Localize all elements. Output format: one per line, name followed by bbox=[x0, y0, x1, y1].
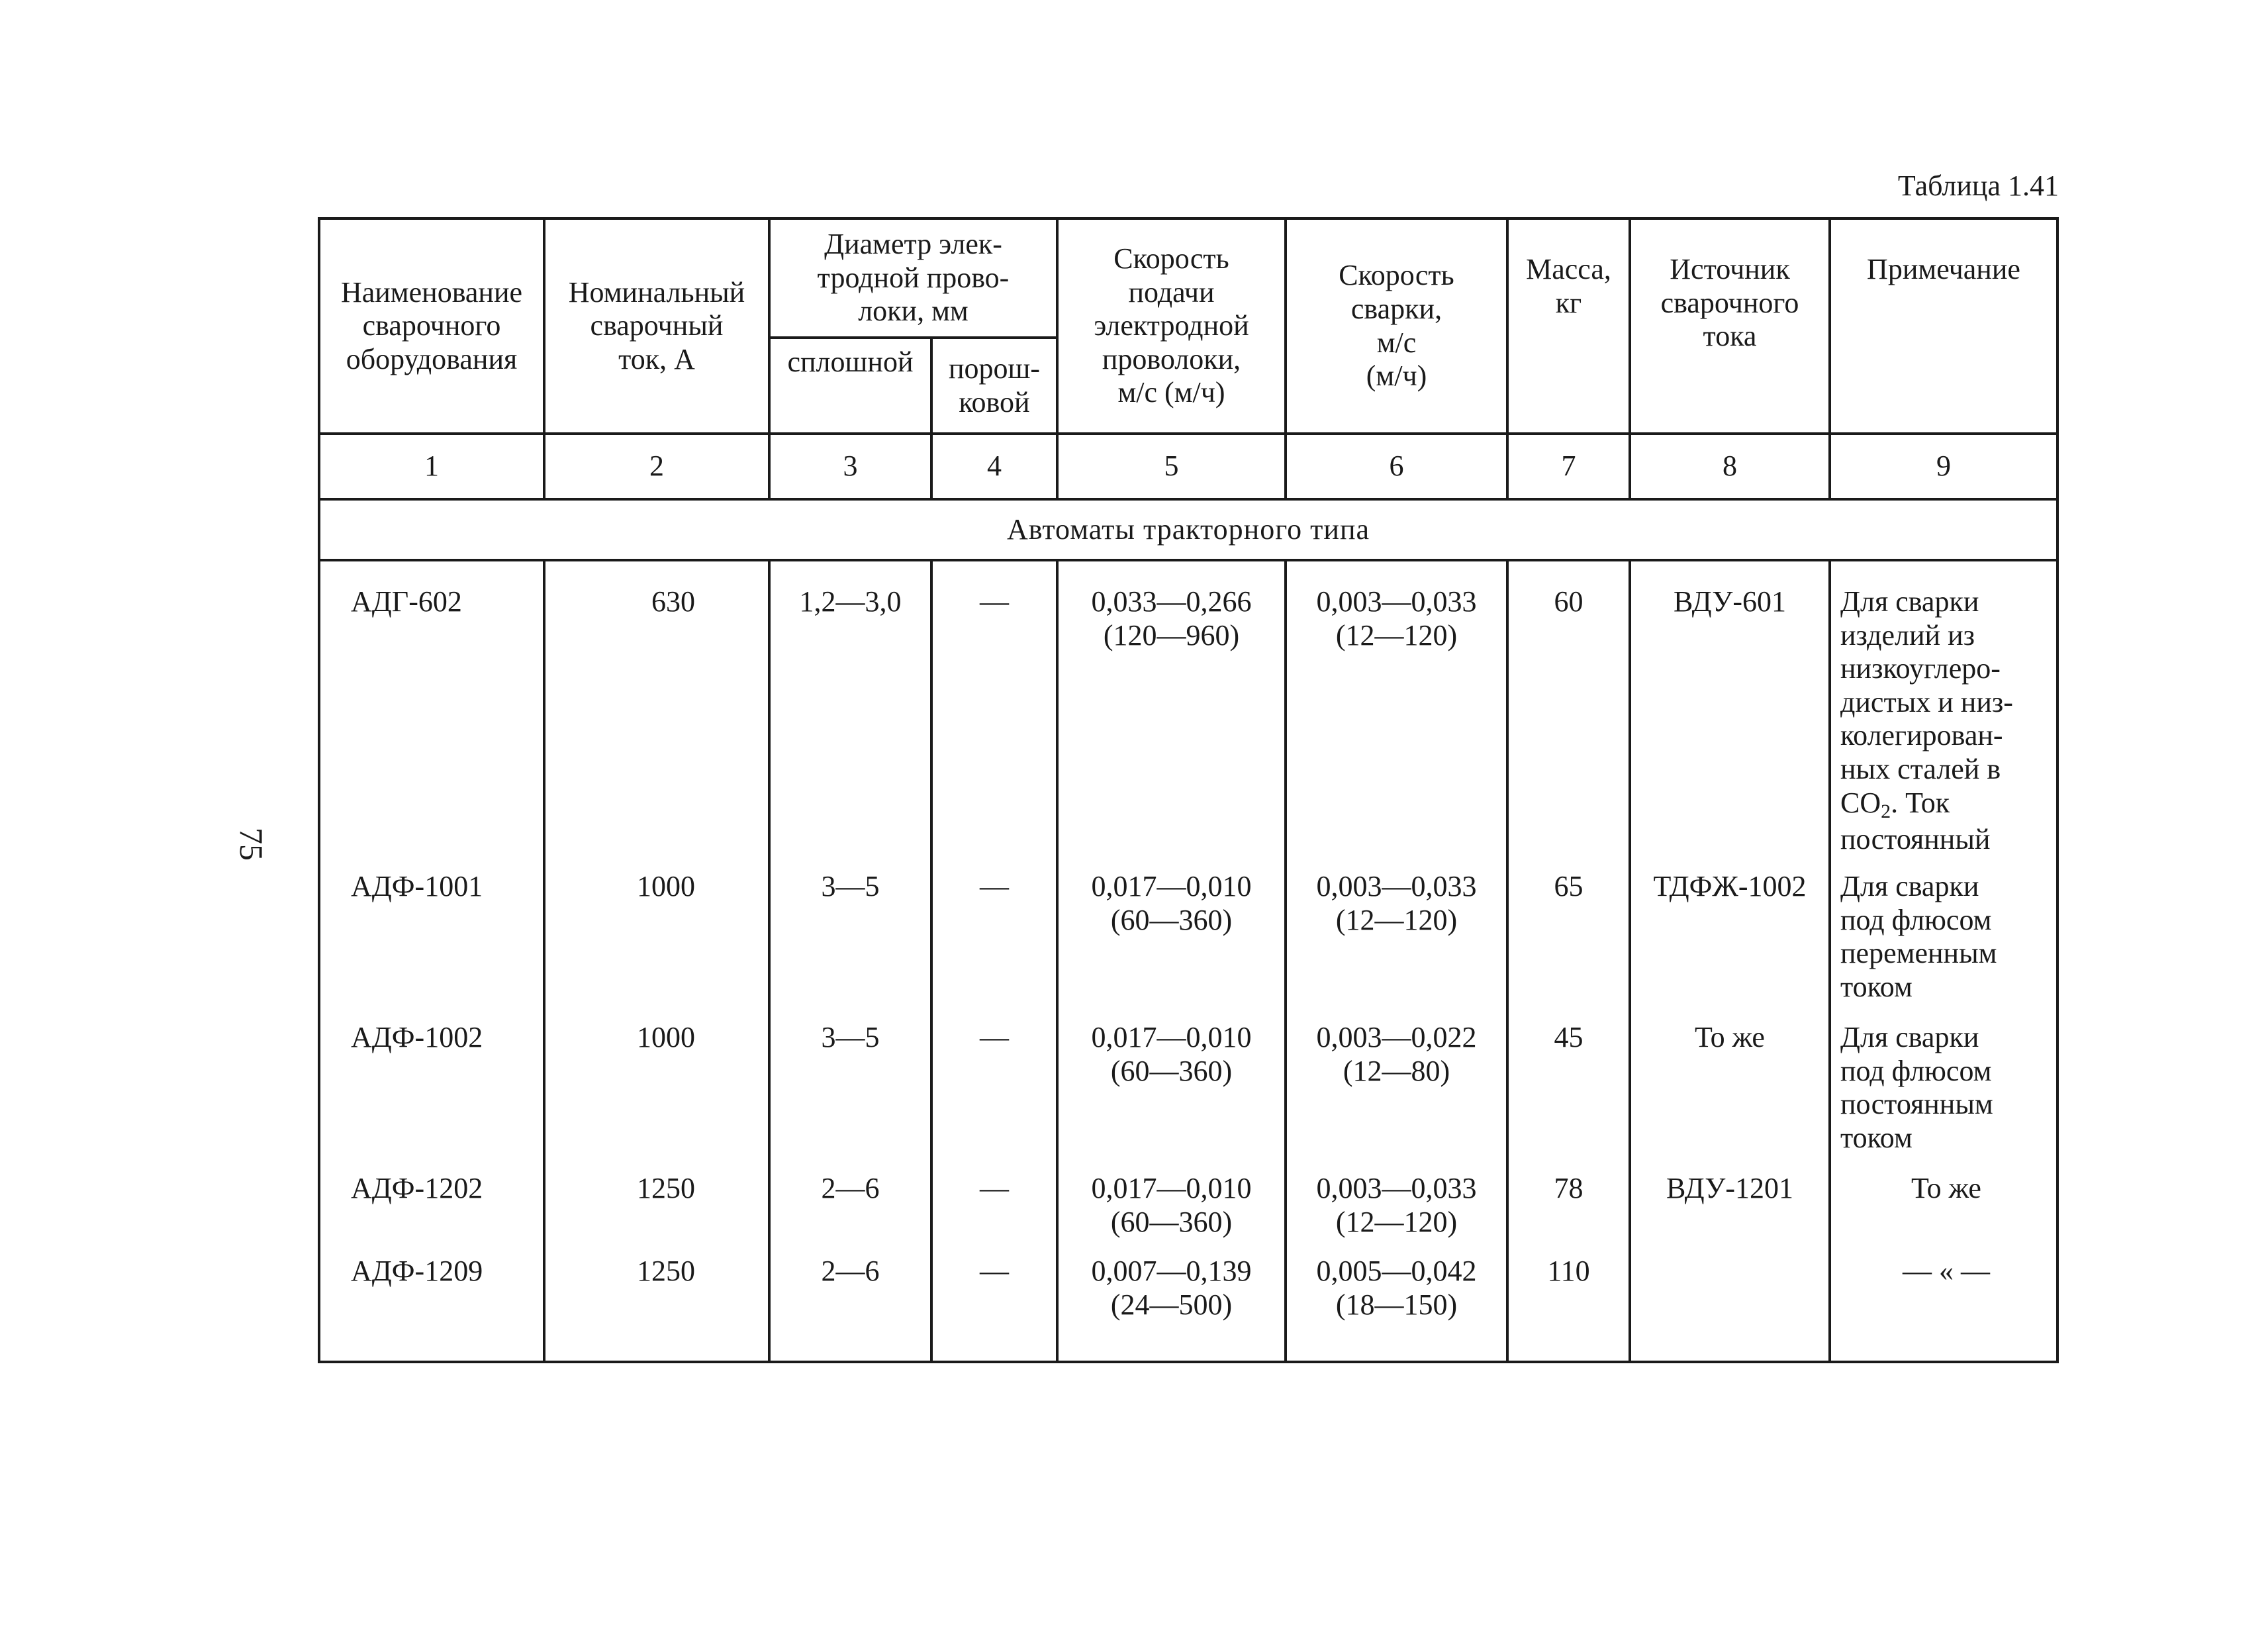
welding-speed: 0,005—0,042 (18—150) bbox=[1286, 1255, 1507, 1362]
power-source: ВДУ-601 bbox=[1630, 560, 1830, 870]
equipment-name: АДФ-1209 bbox=[319, 1255, 544, 1362]
table-caption: Таблица 1.41 bbox=[1897, 169, 2059, 202]
table-row bbox=[319, 1255, 2057, 1362]
mass: 60 bbox=[1507, 560, 1630, 870]
header-mass: Масса, кг bbox=[1507, 218, 1630, 434]
table-row bbox=[319, 1021, 2057, 1172]
rated-current: 1000 bbox=[544, 870, 769, 1021]
column-number: 7 bbox=[1507, 434, 1630, 499]
header-welding-speed: Скорость сварки, м/с (м/ч) bbox=[1286, 218, 1507, 434]
column-number: 6 bbox=[1286, 434, 1507, 499]
note: Для сварки под флюсом постоянным током bbox=[1830, 1021, 2057, 1172]
power-source: То же bbox=[1630, 1021, 1830, 1172]
note-co2-line: $CO_2$. Ток bbox=[1840, 786, 1950, 822]
header-rated-current: Номинальный сварочный ток, А bbox=[544, 218, 769, 434]
equipment-name: АДФ-1002 bbox=[319, 1021, 544, 1172]
header-wire-diameter: Диаметр элек- тродной прово- локи, мм bbox=[769, 218, 1057, 338]
welding-speed: 0,003—0,033 (12—120) bbox=[1286, 870, 1507, 1021]
header-solid-wire: сплошной bbox=[769, 338, 931, 434]
power-source bbox=[1630, 1255, 1830, 1362]
mass: 78 bbox=[1507, 1172, 1630, 1255]
column-number: 5 bbox=[1057, 434, 1286, 499]
column-number: 8 bbox=[1630, 434, 1830, 499]
section-title: Автоматы тракторного типа bbox=[319, 499, 2057, 560]
note: Для сварки под флюсом переменным током bbox=[1830, 870, 2057, 1021]
flux-cored-wire-diameter: — bbox=[931, 560, 1057, 870]
header-equipment-name: Наименование сварочного оборудования bbox=[319, 218, 544, 434]
wire-feed-speed: 0,017—0,010 (60—360) bbox=[1057, 1021, 1286, 1172]
solid-wire-diameter: 3—5 bbox=[769, 870, 931, 1021]
welding-equipment-table bbox=[318, 217, 2059, 1363]
mass: 65 bbox=[1507, 870, 1630, 1021]
mass: 110 bbox=[1507, 1255, 1630, 1362]
note: То же bbox=[1830, 1172, 2057, 1255]
rated-current: 1250 bbox=[544, 1172, 769, 1255]
header-power-source: Источник сварочного тока bbox=[1630, 218, 1830, 434]
flux-cored-wire-diameter: — bbox=[931, 1172, 1057, 1255]
welding-speed: 0,003—0,022 (12—80) bbox=[1286, 1021, 1507, 1172]
table-row bbox=[319, 560, 2057, 870]
rated-current: 630 bbox=[544, 560, 769, 870]
equipment-name: АДГ-602 bbox=[319, 560, 544, 870]
flux-cored-wire-diameter: — bbox=[931, 1021, 1057, 1172]
solid-wire-diameter: 3—5 bbox=[769, 1021, 931, 1172]
note: Для сварки изделий из низкоуглеро- дистых и низ- колегирован- ных сталей в $CO_2$. Ток постоянный bbox=[1830, 560, 2057, 870]
flux-cored-wire-diameter: — bbox=[931, 1255, 1057, 1362]
flux-cored-wire-diameter: — bbox=[931, 870, 1057, 1021]
header-note: Примечание bbox=[1830, 218, 2057, 434]
column-number: 1 bbox=[319, 434, 544, 499]
table-row bbox=[319, 1172, 2057, 1255]
power-source: ВДУ-1201 bbox=[1630, 1172, 1830, 1255]
equipment-name: АДФ-1202 bbox=[319, 1172, 544, 1255]
column-number: 4 bbox=[931, 434, 1057, 499]
table-row bbox=[319, 870, 2057, 1021]
welding-speed: 0,003—0,033 (12—120) bbox=[1286, 560, 1507, 870]
mass: 45 bbox=[1507, 1021, 1630, 1172]
power-source: ТДФЖ-1002 bbox=[1630, 870, 1830, 1021]
solid-wire-diameter: 1,2—3,0 bbox=[769, 560, 931, 870]
header-wire-feed-speed: Скорость подачи электродной проволоки, м/с (м/ч) bbox=[1057, 218, 1286, 434]
equipment-name: АДФ-1001 bbox=[319, 870, 544, 1021]
rated-current: 1250 bbox=[544, 1255, 769, 1362]
column-number: 9 bbox=[1830, 434, 2057, 499]
column-number: 3 bbox=[769, 434, 931, 499]
wire-feed-speed: 0,017—0,010 (60—360) bbox=[1057, 1172, 1286, 1255]
column-number: 2 bbox=[544, 434, 769, 499]
page-number: 75 bbox=[233, 828, 270, 861]
wire-feed-speed: 0,033—0,266 (120—960) bbox=[1057, 560, 1286, 870]
section-row bbox=[319, 499, 2057, 560]
welding-speed: 0,003—0,033 (12—120) bbox=[1286, 1172, 1507, 1255]
header-flux-cored-wire: порош- ковой bbox=[931, 338, 1057, 434]
column-number-row bbox=[319, 434, 2057, 499]
rated-current: 1000 bbox=[544, 1021, 769, 1172]
solid-wire-diameter: 2—6 bbox=[769, 1255, 931, 1362]
note: — « — bbox=[1830, 1255, 2057, 1362]
wire-feed-speed: 0,007—0,139 (24—500) bbox=[1057, 1255, 1286, 1362]
wire-feed-speed: 0,017—0,010 (60—360) bbox=[1057, 870, 1286, 1021]
solid-wire-diameter: 2—6 bbox=[769, 1172, 931, 1255]
